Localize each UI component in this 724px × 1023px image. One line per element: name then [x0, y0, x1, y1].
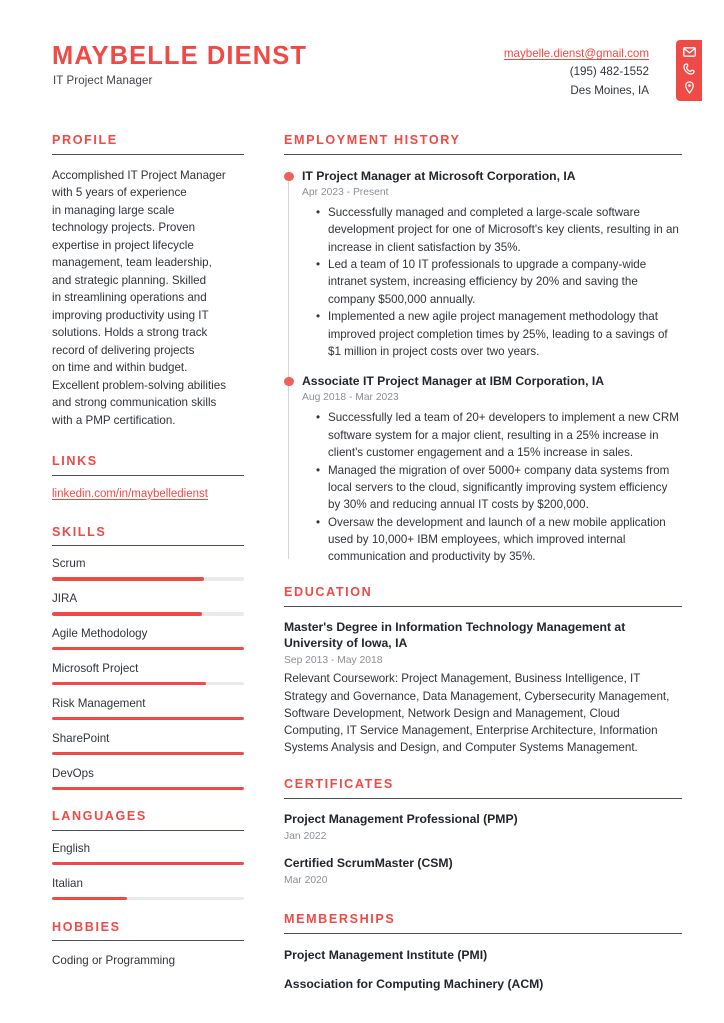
- section-divider: [52, 940, 244, 941]
- language-row: [52, 842, 244, 865]
- profile-line: management, team leadership,: [52, 256, 212, 270]
- certificate-date: Jan 2022: [284, 830, 327, 842]
- section-divider: [52, 154, 244, 155]
- language-row: [52, 877, 244, 900]
- skill-label: DevOps: [52, 766, 94, 780]
- section-skills: [52, 526, 244, 790]
- profile-line: improving productivity using IT: [52, 308, 209, 322]
- profile-line: with 5 years of experience: [52, 186, 187, 200]
- timeline-dot-icon: [284, 377, 294, 387]
- profile-line: Excellent problem-solving abilities: [52, 378, 226, 392]
- certificate-heading: Project Management Professional (PMP): [284, 811, 518, 826]
- skill-level-bar: [52, 682, 244, 685]
- profile-line: on time and within budget.: [52, 361, 188, 375]
- job-date: Apr 2023 - Present: [302, 187, 389, 199]
- skill-row: [52, 732, 244, 755]
- skill-row: [52, 662, 244, 685]
- job-bullet: • Successfully led a team of 20+ developers to implement a new CRM software system for a major client, resulting in a 25% increase in client's customer engagement and a 15% increase in sales.: [328, 409, 682, 461]
- language-level-bar: [52, 897, 244, 900]
- job-heading: Associate IT Project Manager at IBM Corporation, IA: [302, 373, 605, 388]
- hobby-item: Coding or Programming: [52, 954, 176, 968]
- section-title-education: EDUCATION: [284, 585, 373, 600]
- profile-line: technology projects. Proven: [52, 221, 196, 235]
- job-bullet: • Successfully managed and completed a large-scale software development project for one of Microsoft's key clients, resulting in an increase in client satisfaction by 35%.: [328, 204, 682, 256]
- skill-level-bar: [52, 787, 244, 790]
- section-divider: [284, 606, 682, 607]
- language-label: Italian: [52, 876, 83, 890]
- job-bullet: • Implemented a new agile project management methodology that improved project completion times by 25%, leading to a savings of $1 million in project costs over two years.: [328, 308, 682, 360]
- envelope-icon: [683, 47, 696, 57]
- membership-entry: [284, 947, 682, 964]
- timeline-dot-icon: [284, 172, 294, 182]
- education-entry: [284, 619, 682, 757]
- skills-list: [52, 557, 244, 790]
- section-certificates: [284, 778, 682, 887]
- phone-icon: [683, 63, 695, 75]
- membership-heading: Association for Computing Machinery (ACM): [284, 977, 544, 992]
- employment-timeline: [284, 168, 682, 566]
- skill-row: [52, 557, 244, 580]
- skill-label: Scrum: [52, 557, 86, 571]
- section-title-languages: LANGUAGES: [52, 809, 147, 824]
- membership-heading: Project Management Institute (PMI): [284, 947, 488, 962]
- job-bullets: [302, 204, 682, 360]
- language-level-fill: [52, 862, 244, 865]
- skill-level-bar: [52, 717, 244, 720]
- section-hobbies: [52, 921, 244, 968]
- profile-line: solutions. Holds a strong track: [52, 326, 208, 340]
- profile-line: with a PMP certification.: [52, 413, 176, 427]
- skill-label: Risk Management: [52, 696, 146, 710]
- section-title-hobbies: HOBBIES: [52, 919, 121, 934]
- skill-label: Agile Methodology: [52, 627, 148, 641]
- sidebar: [52, 134, 244, 967]
- language-level-fill: [52, 897, 127, 900]
- job-bullets: [302, 409, 682, 565]
- skill-row: [52, 697, 244, 720]
- profile-line: expertise in project lifecycle: [52, 238, 194, 252]
- section-memberships: [284, 913, 682, 993]
- skill-level-fill: [52, 577, 204, 580]
- membership-entry: [284, 976, 682, 993]
- contact-location: Des Moines, IA: [570, 83, 649, 97]
- skill-level-bar: [52, 577, 244, 580]
- contact-icon-bar: [676, 40, 702, 101]
- section-links: [52, 455, 244, 502]
- header-job-title: IT Project Manager: [53, 75, 153, 87]
- section-divider: [52, 830, 244, 831]
- job-bullet: • Oversaw the development and launch of a new mobile application used by 10,000+ IBM employees, which improved internal communication and productivity by 35%.: [328, 514, 682, 566]
- job-heading: IT Project Manager at Microsoft Corporation, IA: [302, 168, 576, 183]
- main-content: [284, 134, 682, 993]
- skill-label: SharePoint: [52, 731, 110, 745]
- education-body: Relevant Coursework: Project Management, Business Intelligence, IT Strategy and Governance, Data Management, Cybersecurity Management, Software Development, Network Design and Management, Cloud Computing, IT Service Management, Enterprise Architecture, Information Systems Analysis and Design, and Computer Systems Management.: [284, 672, 670, 755]
- language-level-bar: [52, 862, 244, 865]
- skill-level-fill: [52, 647, 244, 650]
- skill-row: [52, 592, 244, 615]
- job-entry: [302, 168, 682, 360]
- section-divider: [284, 154, 682, 155]
- section-divider: [284, 798, 682, 799]
- skill-level-fill: [52, 717, 244, 720]
- section-title-memberships: MEMBERSHIPS: [284, 911, 396, 926]
- profile-body: [52, 167, 244, 430]
- link-linkedin[interactable]: linkedin.com/in/maybelledienst: [52, 487, 208, 500]
- skill-level-bar: [52, 647, 244, 650]
- section-title-skills: SKILLS: [52, 524, 107, 539]
- skill-row: [52, 767, 244, 790]
- skill-level-fill: [52, 612, 202, 615]
- languages-list: [52, 842, 244, 900]
- skill-level-bar: [52, 752, 244, 755]
- skill-label: Microsoft Project: [52, 661, 139, 675]
- section-divider: [52, 475, 244, 476]
- certificate-date: Mar 2020: [284, 874, 328, 886]
- section-title-links: LINKS: [52, 454, 98, 469]
- contact-email[interactable]: maybelle.dienst@gmail.com: [503, 47, 649, 60]
- language-label: English: [52, 841, 91, 855]
- job-entry: [302, 373, 682, 565]
- section-divider: [52, 545, 244, 546]
- job-bullet: • Led a team of 10 IT professionals to upgrade a company-wide intranet system, increasing efficiency by 20% and saving the company $500,000 annually.: [328, 256, 682, 308]
- location-pin-icon: [684, 81, 695, 94]
- skill-level-fill: [52, 752, 244, 755]
- skill-level-fill: [52, 787, 244, 790]
- profile-line: and strategic planning. Skilled: [52, 273, 207, 287]
- profile-line: and strong communication skills: [52, 396, 217, 410]
- section-title-certificates: CERTIFICATES: [284, 777, 394, 792]
- profile-line: record of delivering projects: [52, 343, 195, 357]
- education-date: Sep 2013 - May 2018: [284, 655, 383, 667]
- skill-level-bar: [52, 612, 244, 615]
- section-profile: [52, 134, 244, 429]
- resume-header: [0, 0, 724, 118]
- page-title: MAYBELLE DIENST: [52, 42, 308, 70]
- section-education: [284, 586, 682, 756]
- job-date: Aug 2018 - Mar 2023: [302, 392, 399, 404]
- job-bullet: • Managed the migration of over 5000+ company data systems from local servers to the cloud, significantly improving system efficiency by 30% and reducing annual IT costs by $200,000.: [328, 462, 682, 514]
- section-title-profile: PROFILE: [52, 133, 118, 147]
- section-employment-history: [284, 134, 682, 565]
- contact-phone: (195) 482-1552: [569, 65, 649, 79]
- certificate-entry: [284, 855, 682, 887]
- section-divider: [284, 933, 682, 934]
- profile-line: in managing large scale: [52, 203, 175, 217]
- certificate-heading: Certified ScrumMaster (CSM): [284, 855, 453, 870]
- skill-label: JIRA: [52, 592, 78, 606]
- skill-level-fill: [52, 682, 206, 685]
- certificate-entry: [284, 811, 682, 843]
- profile-line: Accomplished IT Project Manager: [52, 168, 226, 182]
- skill-row: [52, 627, 244, 650]
- education-heading: Master's Degree in Information Technology Management at University of Iowa, IA: [284, 619, 626, 651]
- section-title-employment: EMPLOYMENT HISTORY: [284, 133, 461, 147]
- profile-line: in streamlining operations and: [52, 291, 207, 305]
- section-languages: [52, 810, 244, 900]
- contact-details: [504, 45, 649, 100]
